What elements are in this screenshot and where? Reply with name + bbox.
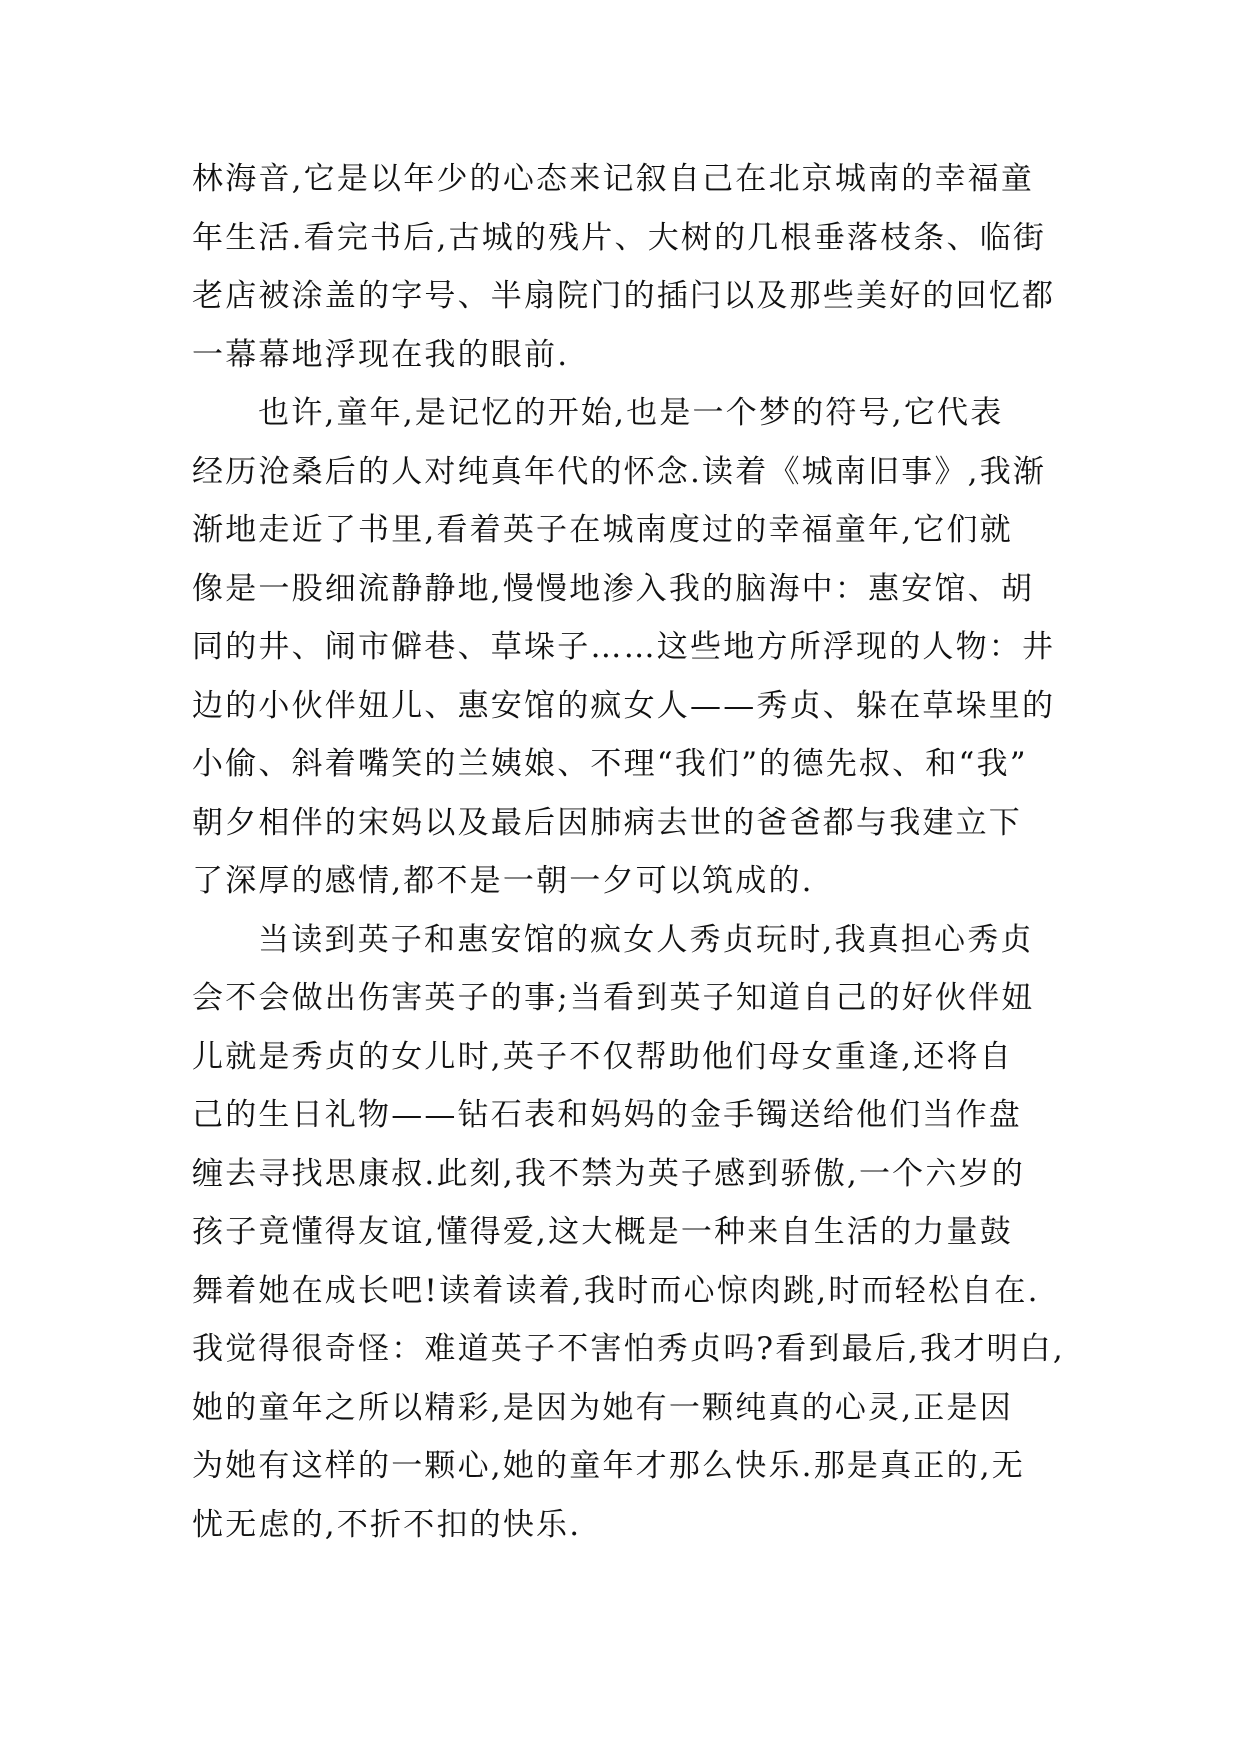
text-line: 缠去寻找思康叔.此刻,我不禁为英子感到骄傲,一个六岁的 [192, 1155, 1025, 1192]
text-line: 己的生日礼物——钻石表和妈妈的金手镯送给他们当作盘 [192, 1097, 1022, 1133]
text-line: 一幕幕地浮现在我的眼前. [192, 336, 570, 373]
text-line: 会不会做出伤害英子的事;当看到英子知道自己的好伙伴妞 [192, 980, 1035, 1016]
text-line: 孩子竟懂得友谊,懂得爱,这大概是一种来自生活的力量鼓 [192, 1214, 1013, 1250]
text-line: 舞着她在成长吧!读着读着,我时而心惊肉跳,时而轻松自在. [192, 1272, 1040, 1309]
text-line: 为她有这样的一颗心,她的童年才那么快乐.那是真正的,无 [192, 1448, 1025, 1484]
text-line: 年生活.看完书后,古城的残片、大树的几根垂落枝条、临街 [192, 219, 1047, 256]
text-line: 她的童年之所以精彩,是因为她有一颗纯真的心灵,正是因 [192, 1389, 1013, 1426]
text-line: 像是一股细流静静地,慢慢地渗入我的脑海中：惠安馆、胡 [192, 570, 1035, 607]
text-line: 边的小伙伴妞儿、惠安馆的疯女人——秀贞、躲在草垛里的 [192, 687, 1056, 724]
text-line: 了深厚的感情,都不是一朝一夕可以筑成的. [192, 863, 814, 899]
text-line: 朝夕相伴的宋妈以及最后因肺病去世的爸爸都与我建立下 [192, 804, 1022, 841]
text-line: 渐地走近了书里,看着英子在城南度过的幸福童年,它们就 [192, 512, 1013, 548]
text-line: 忧无虑的,不折不扣的快乐. [192, 1506, 582, 1543]
text-line: 也许,童年,是记忆的开始,也是一个梦的符号,它代表 [258, 395, 1004, 431]
text-line: 经历沧桑后的人对纯真年代的怀念.读着《城南旧事》,我渐 [192, 453, 1047, 490]
text-line: 老店被涂盖的字号、半扇院门的插闩以及那些美好的回忆都 [192, 278, 1056, 314]
text-line: 小偷、斜着嘴笑的兰姨娘、不理“我们”的德先叔、和“我” [192, 746, 1028, 782]
text-line: 我觉得很奇怪：难道英子不害怕秀贞吗?看到最后,我才明白, [192, 1331, 1065, 1367]
text-line: 同的井、闹市僻巷、草垛子……这些地方所浮现的人物：井 [192, 629, 1056, 665]
text-line: 儿就是秀贞的女儿时,英子不仅帮助他们母女重逢,还将自 [192, 1038, 1013, 1075]
text-line: 林海音,它是以年少的心态来记叙自己在北京城南的幸福童 [192, 161, 1035, 197]
text-line: 当读到英子和惠安馆的疯女人秀贞玩时,我真担心秀贞 [258, 921, 1034, 958]
text-body [192, 150, 1065, 1554]
